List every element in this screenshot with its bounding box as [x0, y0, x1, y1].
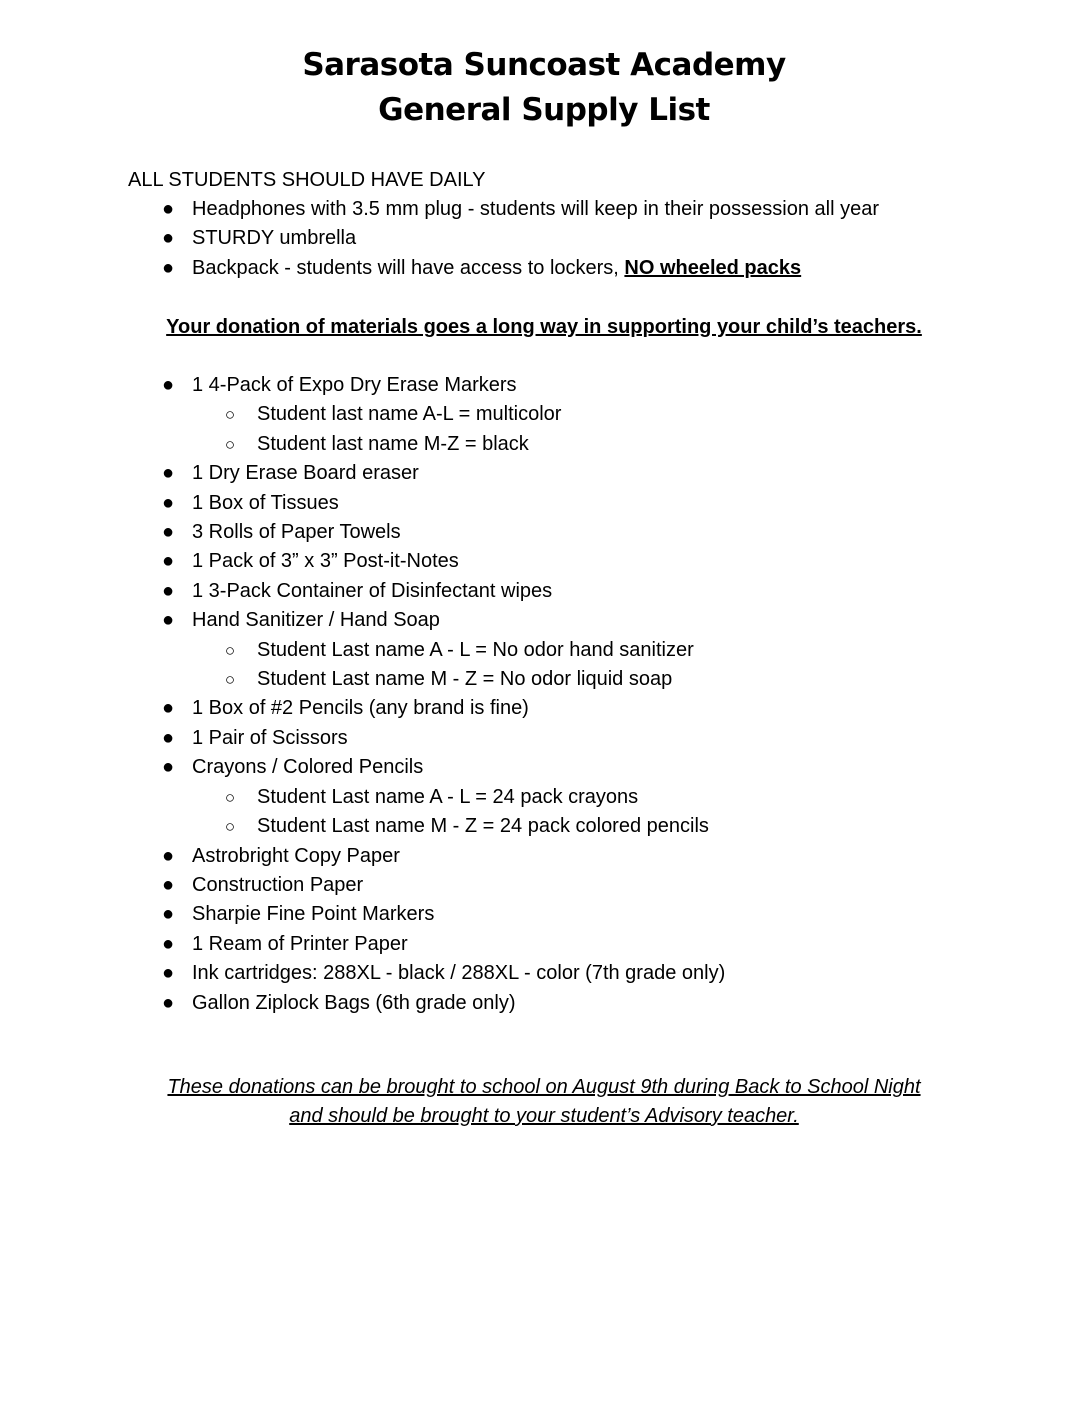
page-subtitle: General Supply List	[378, 92, 710, 128]
bullet-icon: ●	[162, 579, 175, 602]
list-item-text: Student Last name M - Z = 24 pack colored pencils	[257, 815, 709, 838]
bullet-icon: ○	[224, 640, 236, 660]
list-item-text: 1 Pack of 3” x 3” Post-it-Notes	[192, 550, 459, 573]
sub-list-item	[0, 636, 725, 665]
bullet-icon: ●	[162, 697, 175, 720]
list-item	[0, 371, 725, 400]
donation-note: Your donation of materials goes a long way in supporting your child’s teachers.	[166, 316, 922, 338]
list-item	[0, 547, 725, 576]
list-item	[0, 577, 725, 606]
bullet-icon: ○	[224, 670, 236, 690]
list-item	[0, 900, 725, 929]
sub-list-item	[0, 430, 725, 459]
daily-items-list	[0, 195, 879, 283]
list-item-text: 1 Dry Erase Board eraser	[192, 462, 419, 485]
list-item	[0, 753, 725, 782]
bullet-icon: ●	[162, 521, 175, 544]
list-item-text: 1 4-Pack of Expo Dry Erase Markers	[192, 374, 517, 396]
list-item	[0, 842, 725, 871]
list-item-text: 1 Box of #2 Pencils (any brand is fine)	[192, 697, 529, 720]
bullet-icon: ●	[162, 962, 175, 985]
bullet-icon: ●	[162, 932, 175, 955]
sub-list-item	[0, 400, 725, 429]
list-item-text: Gallon Ziplock Bags (6th grade only)	[192, 991, 516, 1014]
bullet-icon: ●	[162, 198, 175, 220]
list-item	[0, 724, 725, 753]
list-item	[0, 989, 725, 1018]
bullet-icon: ●	[162, 756, 175, 779]
list-item-text: Sharpie Fine Point Markers	[192, 903, 435, 926]
list-item	[0, 489, 725, 518]
bullet-icon: ●	[162, 991, 175, 1014]
list-item-emphasis: NO wheeled packs	[624, 256, 802, 279]
list-item	[0, 694, 725, 723]
list-item-text: Backpack - students will have access to lockers,	[192, 256, 625, 279]
list-item-text: 1 Pair of Scissors	[192, 726, 348, 749]
page-title: Sarasota Suncoast Academy	[302, 47, 786, 83]
list-item-text: Student last name M-Z = black	[257, 432, 529, 455]
bullet-icon: ●	[162, 462, 175, 485]
list-item-text: 1 3-Pack Container of Disinfectant wipes	[192, 579, 553, 602]
bullet-icon: ●	[162, 844, 175, 867]
bullet-icon: ●	[162, 550, 175, 573]
list-item	[0, 959, 725, 988]
bullet-icon: ●	[162, 726, 175, 749]
list-item	[0, 224, 879, 253]
list-item-text: Student last name A-L = multicolor	[257, 403, 562, 426]
bullet-icon: ●	[162, 903, 175, 926]
sub-list-item	[0, 812, 725, 841]
list-item	[0, 871, 725, 900]
supply-list	[0, 371, 725, 1018]
sub-list-item	[0, 783, 725, 812]
sub-list-item	[0, 665, 725, 694]
bullet-icon: ●	[162, 873, 175, 896]
list-item-text: Headphones with 3.5 mm plug - students will keep in their possession all year	[192, 198, 880, 220]
bullet-icon: ●	[162, 491, 175, 514]
bullet-icon: ○	[224, 434, 236, 454]
footer-note-line-1: These donations can be brought to school on August 9th during Back to School Night	[167, 1076, 921, 1098]
daily-heading: ALL STUDENTS SHOULD HAVE DAILY	[128, 169, 486, 191]
list-item-text: Student Last name M - Z = No odor liquid soap	[257, 668, 673, 691]
list-item	[0, 254, 879, 283]
list-item	[0, 606, 725, 635]
list-item-text: Ink cartridges: 288XL - black / 288XL - color (7th grade only)	[192, 962, 726, 985]
list-item-text: 3 Rolls of Paper Towels	[192, 521, 401, 544]
list-item-text: Hand Sanitizer / Hand Soap	[192, 609, 440, 632]
list-item-text: Construction Paper	[192, 873, 364, 896]
list-item	[0, 518, 725, 547]
list-item-text: Astrobright Copy Paper	[192, 844, 400, 867]
list-item-text: Student Last name A - L = No odor hand sanitizer	[257, 638, 694, 661]
bullet-icon: ●	[162, 227, 175, 250]
list-item	[0, 195, 879, 224]
list-item	[0, 930, 725, 959]
bullet-icon: ●	[162, 609, 175, 632]
bullet-icon: ●	[162, 256, 175, 279]
footer-note-line-2: and should be brought to your student’s Advisory teacher.	[289, 1105, 799, 1127]
bullet-icon: ○	[224, 787, 236, 807]
list-item-text: 1 Ream of Printer Paper	[192, 932, 408, 955]
bullet-icon: ●	[162, 374, 175, 396]
bullet-icon: ○	[224, 405, 236, 425]
list-item	[0, 459, 725, 488]
list-item-text: Student Last name A - L = 24 pack crayons	[257, 785, 639, 808]
list-item-text: Crayons / Colored Pencils	[192, 756, 424, 779]
list-item-text: STURDY umbrella	[192, 227, 357, 250]
list-item-text: 1 Box of Tissues	[192, 491, 339, 514]
bullet-icon: ○	[224, 817, 236, 837]
